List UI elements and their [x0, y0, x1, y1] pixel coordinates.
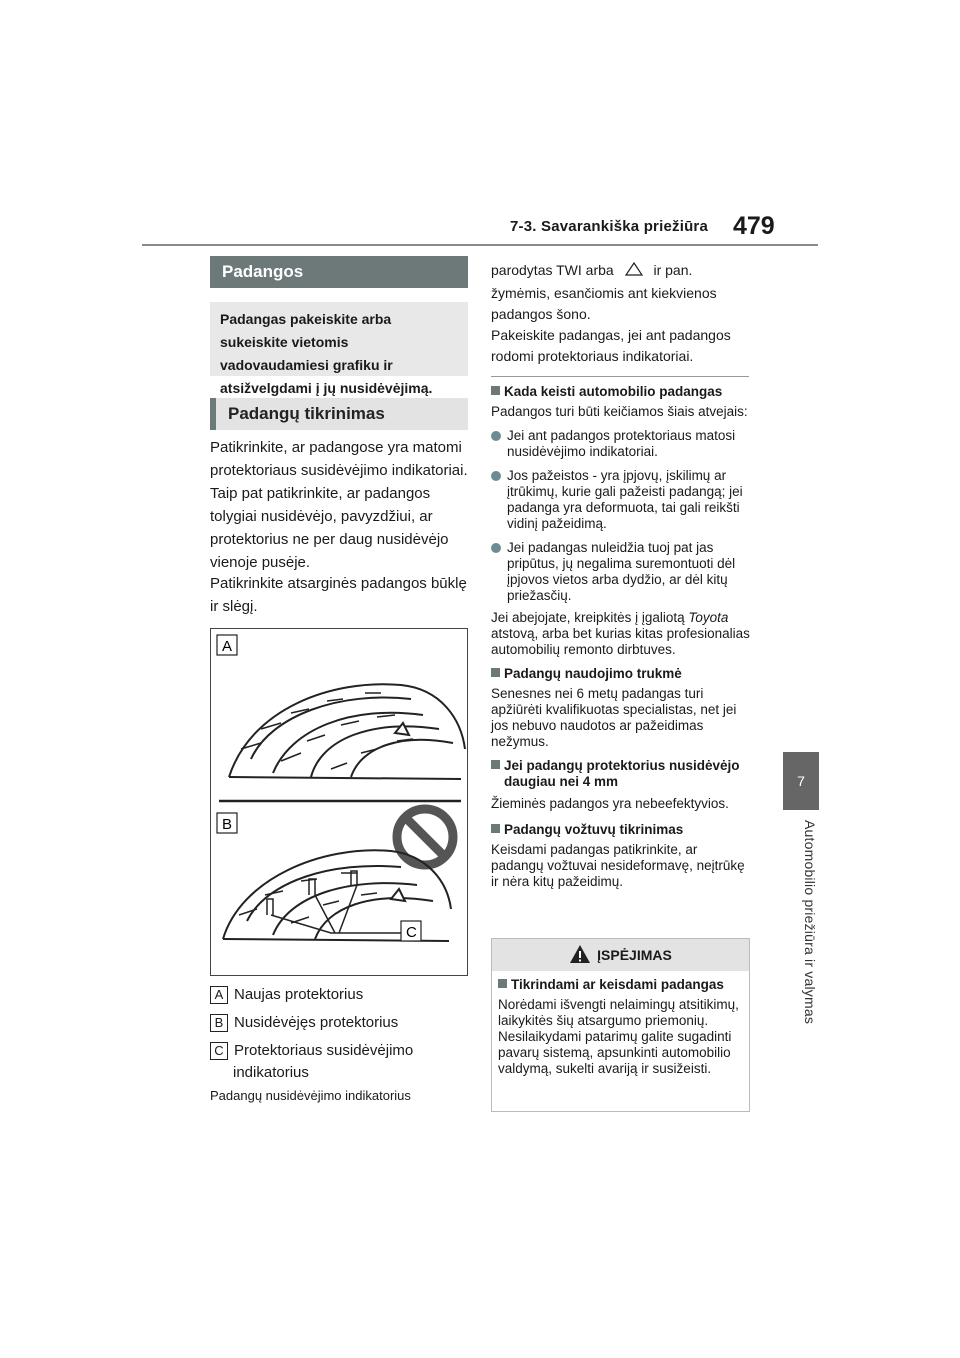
- when-intro: Padangos turi būti keičiamos šiais atvejais:: [491, 404, 748, 419]
- figure-label-b: B: [222, 816, 233, 833]
- warning-body: [492, 971, 749, 1083]
- dealer-note: Jei abejojate, kreipkitės į įgaliotą Toyota atstovą, arba bet kurias kitas profesionalias automobilių remonto dirbtuves.: [491, 610, 750, 657]
- square-bullet-icon: [491, 760, 500, 769]
- list-item: Jei ant padangos protektoriaus matosi nusidėvėjimo indikatoriai.: [491, 428, 753, 460]
- legend-item-a: A Naujas protektorius: [210, 984, 470, 1006]
- heading-tires: Padangos: [210, 256, 468, 288]
- new-tread-tire: [229, 684, 465, 779]
- heading-tire-check: Padangų tikrinimas: [210, 398, 468, 430]
- warning-box: [491, 938, 750, 1112]
- warning-icon: [569, 944, 591, 964]
- warning-subtitle: Tikrindami ar keisdami padangas: [498, 977, 743, 993]
- square-bullet-icon: [491, 386, 500, 395]
- spare-paragraph: Patikrinkite atsarginės padangos būklę ir slėgį.: [210, 575, 467, 615]
- when-to-replace-section: [491, 384, 753, 890]
- list-item: Jos pažeistos - yra įpjovų, įskilimų ar įtrūkimų, kurie gali pažeisti padangą; jei padanga yra deformuota, tai gali reikšti vidinį pažeidimą.: [491, 468, 753, 532]
- life-title: Padangų naudojimo trukmė: [491, 666, 753, 682]
- valve-text: Keisdami padangas patikrinkite, ar padangų vožtuvai nesideformavę, neįtrūkę ir nėra kitų pažeidimų.: [491, 842, 745, 889]
- tire-wear-figure: [210, 628, 468, 976]
- legend-item-c: C Protektoriaus susidėvėjimo indikatorius: [210, 1040, 450, 1084]
- check-paragraph: Patikrinkite, ar padangose yra matomi protektoriaus susidėvėjimo indikatoriai. Taip pat patikrinkite, ar padangos tolygiai nusidėvėjo, pavyzdžiui, ar protektorius ne per daug nusidėvėjo vienoje pusėje.: [210, 439, 468, 571]
- page-number: 479: [733, 212, 775, 240]
- prohibited-icon: [397, 809, 453, 865]
- list-item: Jei padangas nuleidžia tuoj pat jas pripūtus, jų negalima suremontuoti dėl įpjovos vietos arba dydžio, ar dėl kitų priežasčių.: [491, 540, 753, 604]
- header-rule: [142, 244, 818, 246]
- warning-text-2: Nesilaikydami patarimų galite sugadinti pavarų sistemą, apsunkinti automobilio valdymą, sukelti avariją ir susižeisti.: [498, 1029, 732, 1076]
- section-divider: [491, 376, 749, 377]
- warning-text-1: Norėdami išvengti nelaimingų atsitikimų, laikykitės šių atsargumo priemonių.: [498, 997, 739, 1028]
- square-bullet-icon: [491, 824, 500, 833]
- legend-item-b: B Nusidėvėjęs protektorius: [210, 1012, 470, 1034]
- square-bullet-icon: [491, 668, 500, 677]
- twi-continuation: parodytas TWI arba ir pan. žymėmis, esančiomis ant kiekvienos padangos šono. Pakeiskite padangas, jei ant padangos rodomi protektoriaus indikatoriai.: [491, 262, 731, 364]
- winter-title: Jei padangų protektorius nusidėvėjo daugiau nei 4 mm: [491, 758, 753, 790]
- figure-caption: Padangų nusidėvėjimo indikatorius: [210, 1088, 411, 1103]
- warning-title: ĮSPĖJIMAS: [597, 947, 672, 963]
- section-title: 7-3. Savarankiška priežiūra: [510, 218, 709, 235]
- circle-bullet-icon: [491, 471, 501, 481]
- figure-label-a: A: [222, 638, 233, 655]
- chapter-tab: 7: [783, 752, 819, 810]
- circle-bullet-icon: [491, 431, 501, 441]
- square-bullet-icon: [498, 979, 507, 988]
- triangle-mark-icon: [624, 261, 644, 277]
- warning-header: [492, 939, 749, 971]
- winter-text: Žieminės padangos yra nebeefektyvios.: [491, 796, 729, 811]
- figure-label-c: C: [406, 924, 417, 941]
- valve-title: Padangų vožtuvų tikrinimas: [491, 822, 753, 838]
- when-title: Kada keisti automobilio padangas: [491, 384, 753, 400]
- circle-bullet-icon: [491, 543, 501, 553]
- life-text: Senesnes nei 6 metų padangas turi apžiūrėti kvalifikuotas specialistas, net jei jos nebuvo naudotos ar pažeidimas nežymus.: [491, 686, 737, 749]
- intro-box: Padangas pakeiskite arba sukeiskite vietomis vadovaudamiesi grafiku ir atsižvelgdami į jų nusidėvėjimą.: [210, 302, 468, 376]
- tire-illustration: [211, 629, 467, 975]
- chapter-title: Automobilio priežiūra ir valymas: [802, 820, 818, 1025]
